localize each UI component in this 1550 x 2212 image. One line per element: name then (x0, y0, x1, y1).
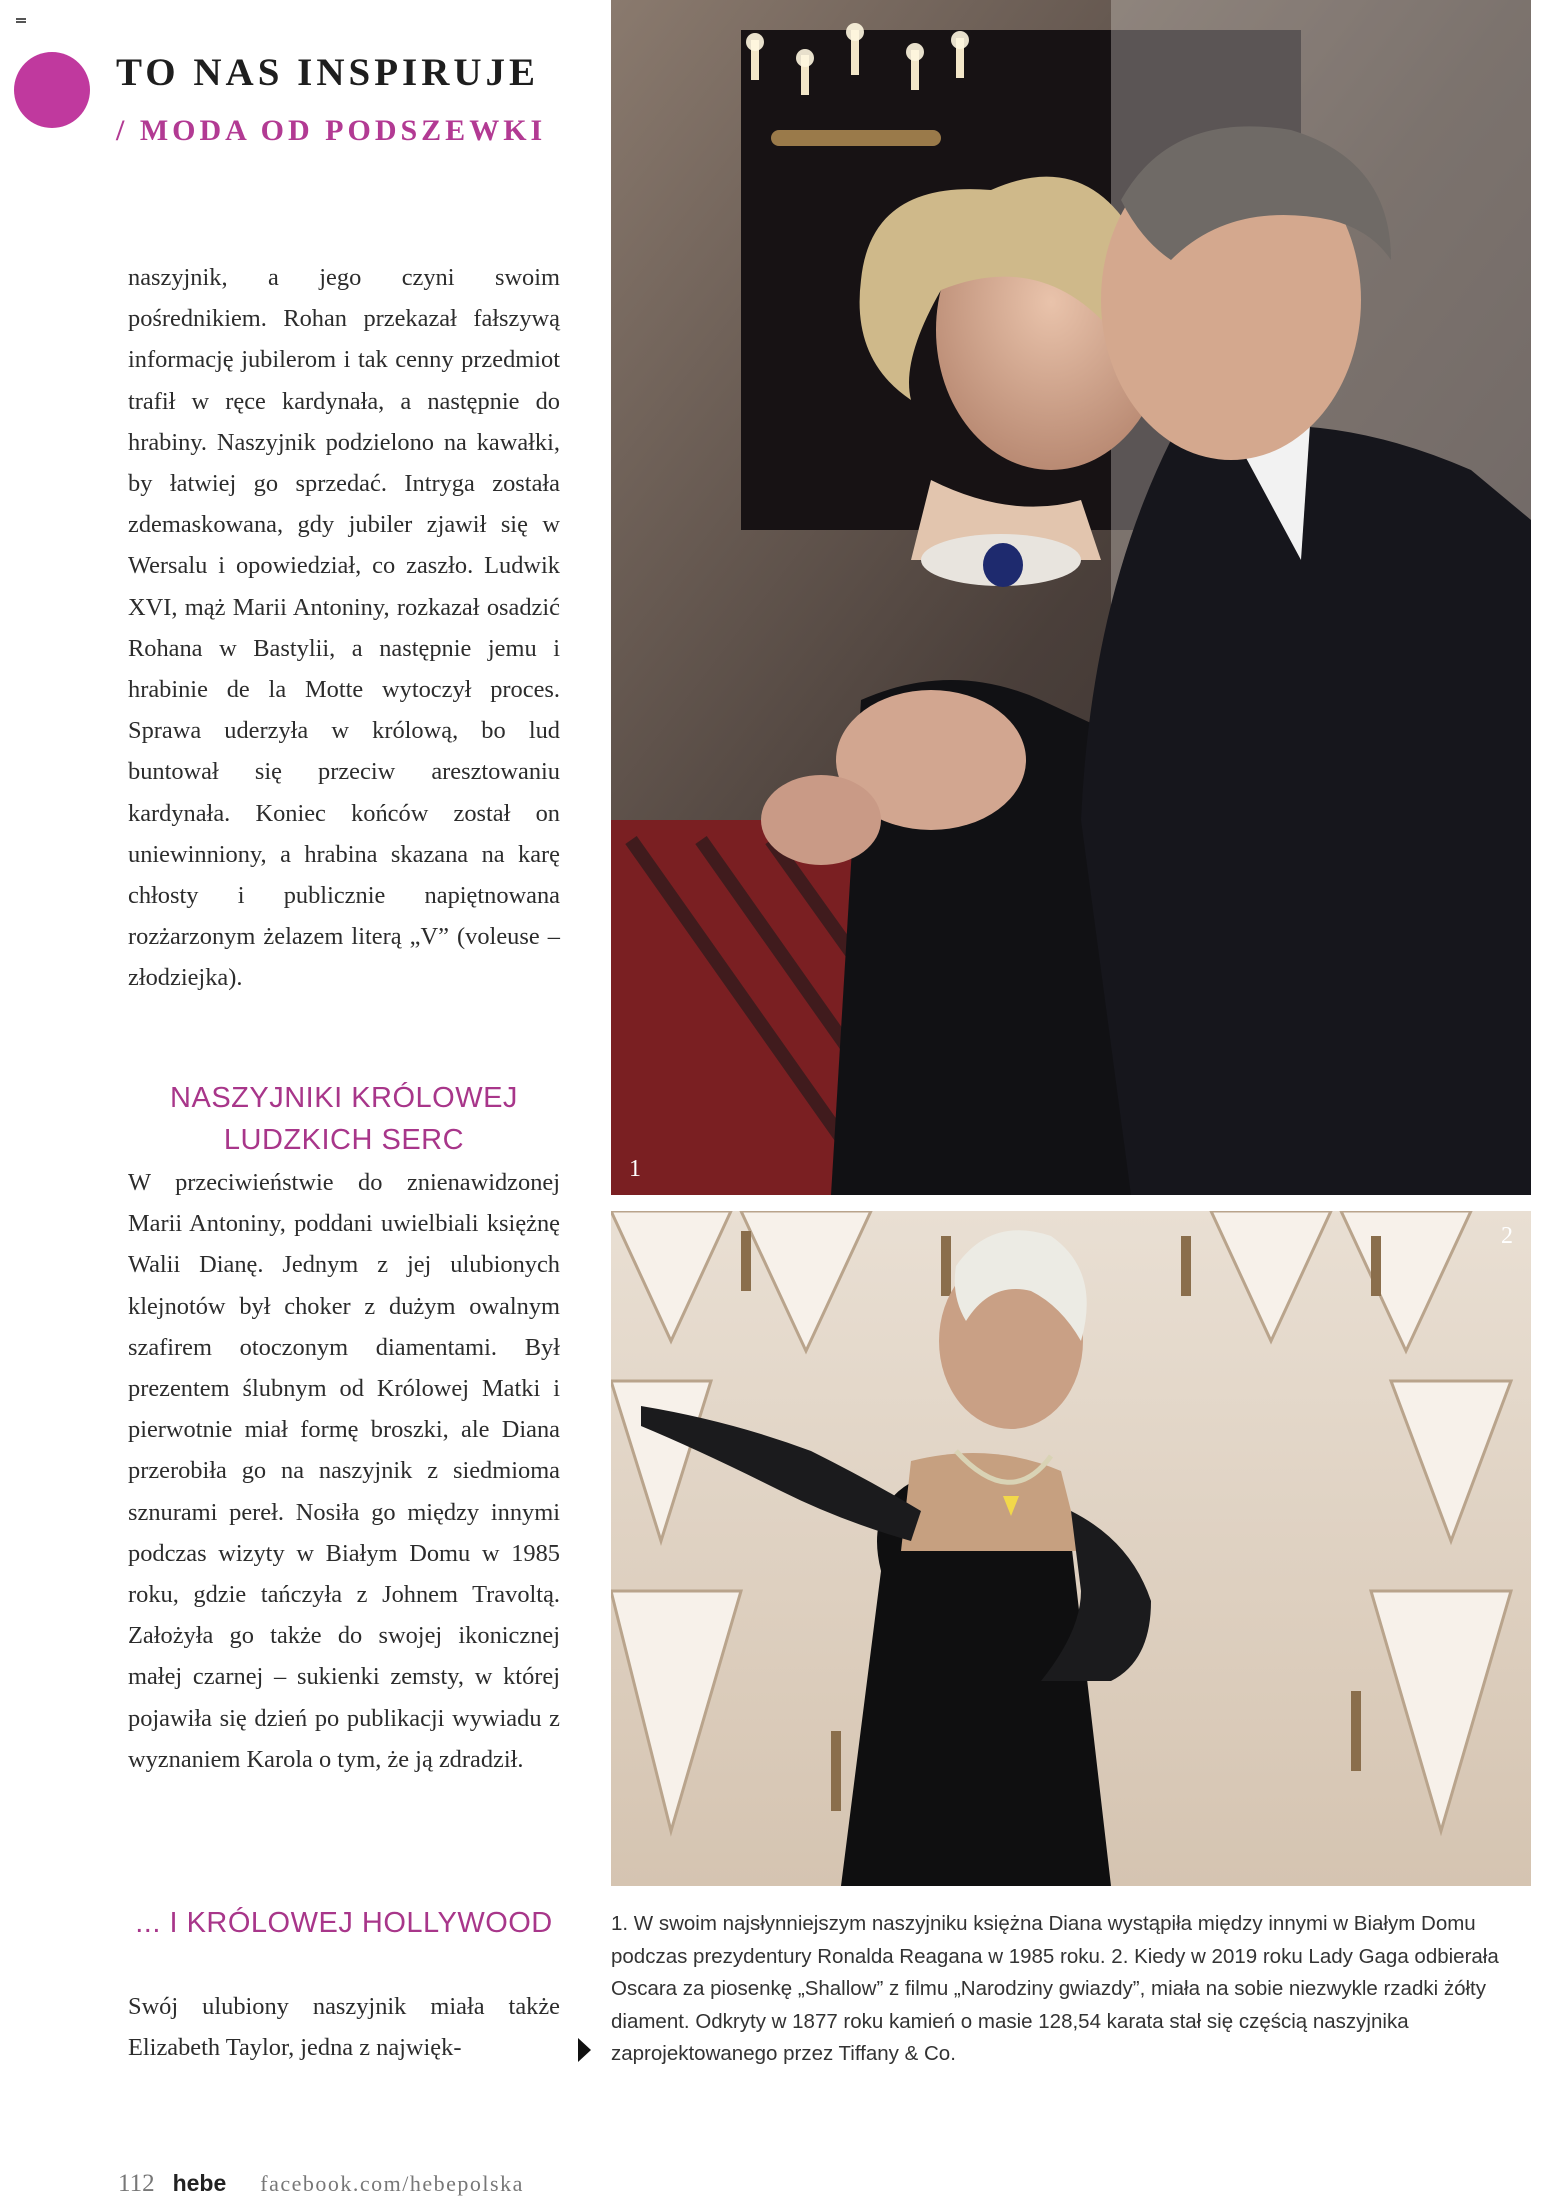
photo-caption: 1. W swoim najsłynniejszym naszyjniku księżna Diana wystąpiła między innymi w Białym Domu podczas prezydentury Ronalda Reagana w 1985 roku. 2. Kiedy w 2019 roku Lady Gaga odbierała Oscara za piosenkę „Shallow” z filmu „Narodziny gwiazdy”, miała na sobie niezwykle rzadki żółty diament. Odkryty w 1877 roku kamień o masie 128,54 karata stał się częścią naszyjnika zaprojektowanego przez Tiffany & Co. (611, 1912, 1499, 2065)
social-link[interactable]: facebook.com/hebepolska (260, 2171, 524, 2196)
page-section-subtitle: / MODA OD PODSZEWKI (116, 114, 547, 147)
page-footer (118, 2170, 524, 2198)
section-heading-diana: NASZYJNIKI KRÓLOWEJ LUDZKICH SERC (170, 1082, 518, 1156)
top-corner-mark (16, 18, 26, 24)
continue-arrow-icon (578, 2038, 591, 2062)
article-paragraph-3: Swój ulubiony naszyjnik miała także Elizabeth Taylor, jedna z najwięk- (128, 1993, 560, 2062)
section-heading-hollywood: ... I KRÓLOWEJ HOLLYWOOD (135, 1907, 553, 1939)
photo-lady-gaga (611, 1211, 1531, 1886)
article-paragraph-1: naszyjnik, a jego czyni swoim pośrednikiem. Rohan przekazał fałszywą informację jubilerom i tak cenny przedmiot trafił w ręce kardynała, a następnie do hrabiny. Naszyjnik podzielono na kawałki, by łatwiej go sprzedać. Intryga została zdemaskowana, gdy jubiler zjawił się w Wersalu i opowiedział, co zaszło. Ludwik XVI, mąż Marii Antoniny, rozkazał osadzić Rohana w Bastylii, a następnie jemu i hrabinie de la Motte wytoczył proces. Sprawa uderzyła w królową, bo lud buntował się przeciw aresztowaniu kardynała. Koniec końców został on uniewinniony, a hrabina skazana na karę chłosty i publicznie napiętnowana rozżarzonym żelazem literą „V” (voleuse – złodziejka). (128, 264, 560, 992)
header-accent-dot (14, 52, 90, 128)
brand-logo: hebe (172, 2170, 227, 2196)
photo-diana-reagan (611, 0, 1531, 1195)
article-paragraph-2: W przeciwieństwie do znienawidzonej Marii Antoniny, poddani uwielbiali księżnę Walii Dianę. Jednym z jej ulubionych klejnotów był choker z dużym owalnym szafirem otoczonym diamentami. Był prezentem ślubnym od Królowej Matki i pierwotnie miał formę broszki, ale Diana przerobiła go na naszyjnik z siedmioma sznurami pereł. Nosiła go między innymi podczas wizyty w Białym Domu w 1985 roku, gdzie tańczyła z Johnem Travoltą. Założyła go także do swojej ikonicznej małej czarnej – sukienki zemsty, w której pojawiła się dzień po publikacji wywiadu z wyznaniem Karola o tym, że ją zdradził. (128, 1169, 560, 1773)
page-number: 112 (118, 2170, 155, 2197)
photo-number-1: 1 (629, 1156, 641, 1182)
photo-number-2: 2 (1501, 1223, 1513, 1249)
page-section-title: TO NAS INSPIRUJE (116, 51, 540, 94)
